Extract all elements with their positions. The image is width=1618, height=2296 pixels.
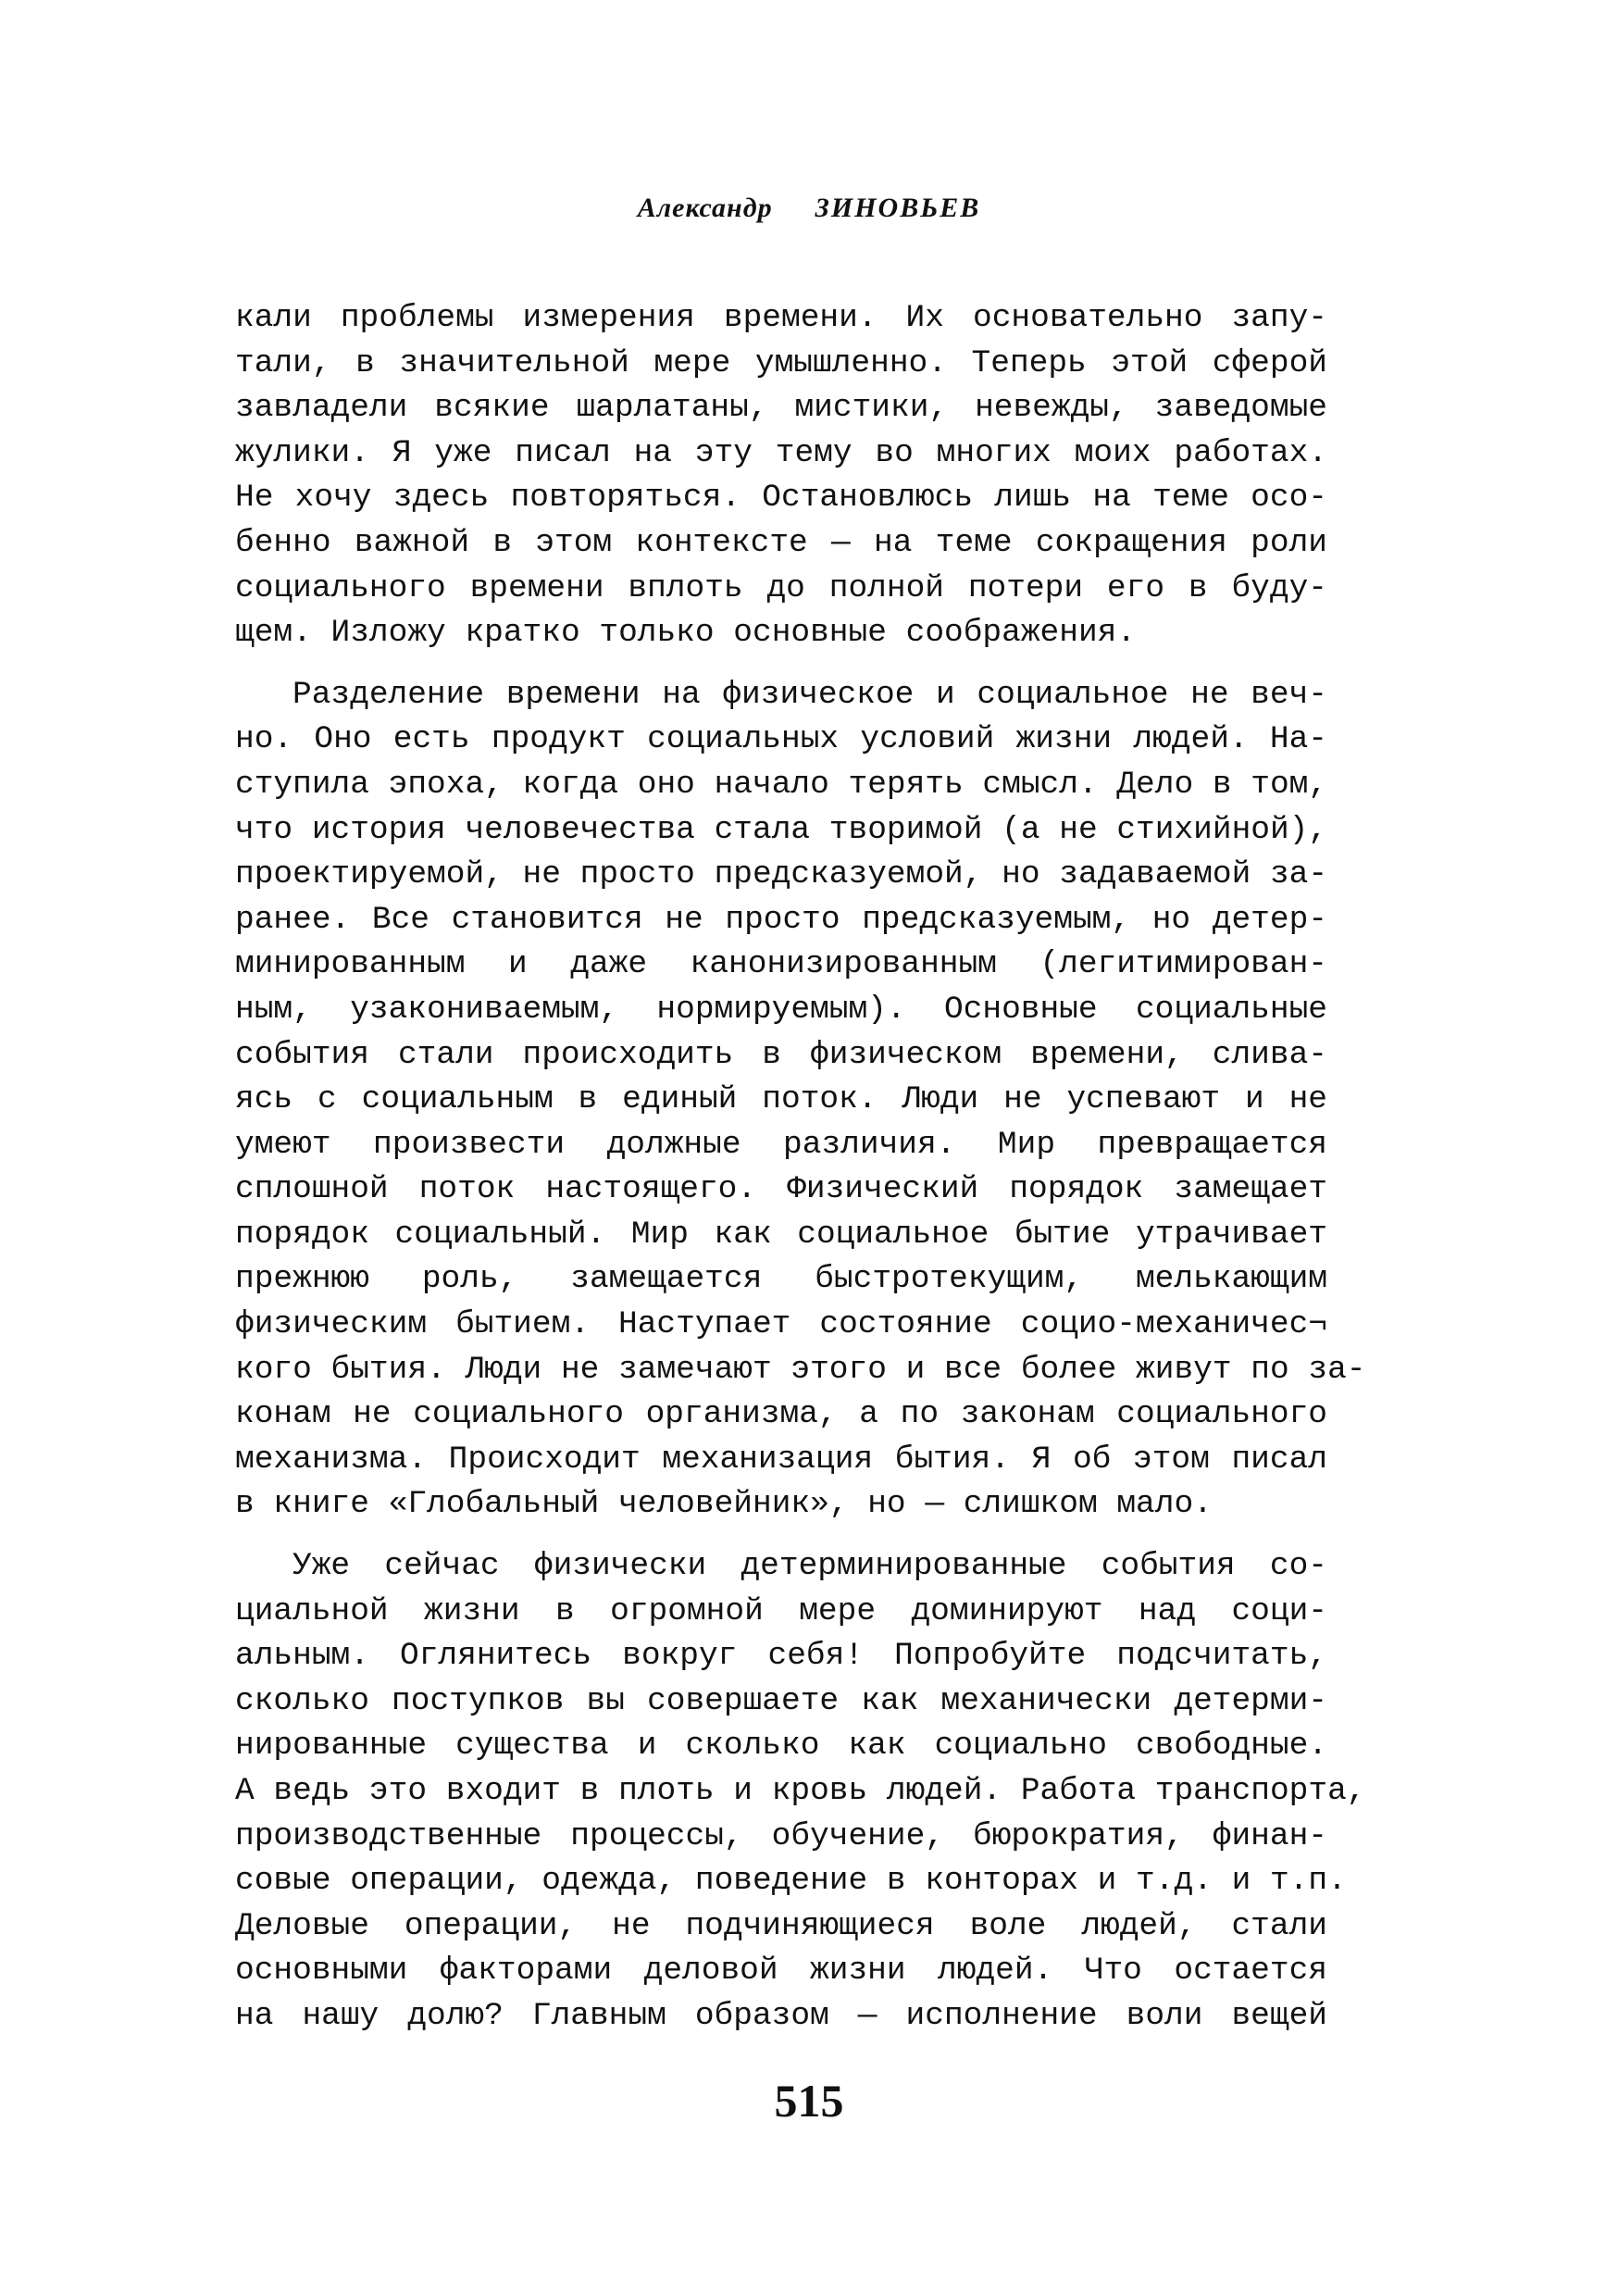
text-line: ранее. Все становится не просто предсказуемым, но детер- [235,901,1327,938]
text-line: производственные процессы, обучение, бюрократия, финан- [235,1817,1327,1854]
text-line: в книге «Глобальный человейник», но — слишком мало. [235,1486,1213,1523]
text-line: минированным и даже канонизированным (легитимирован- [235,946,1327,983]
text-line: щем. Изложу кратко только основные соображения. [235,615,1137,652]
text-line: что история человечества стала творимой (а не стихийной), [235,811,1328,848]
paragraph-1 [235,296,1327,656]
text-line: механизма. Происходит механизация бытия. Я об этом писал [235,1441,1327,1478]
text-line: кого бытия. Люди не замечают этого и все более живут по за- [235,1351,1366,1388]
text-line: завладели всякие шарлатаны, мистики, невежды, заведомые [235,390,1327,427]
text-line: альным. Оглянитесь вокруг себя! Попробуйте подсчитать, [235,1638,1327,1675]
text-line: А ведь это входит в плоть и кровь людей. Работа транспорта, [235,1773,1366,1809]
text-line: умеют произвести должные различия. Мир превращается [235,1126,1327,1163]
text-line: основными факторами деловой жизни людей. Что остается [235,1953,1327,1990]
text-line: порядок социальный. Мир как социальное бытие утрачивает [235,1216,1327,1253]
text-line: Уже сейчас физически детерминированные события со- [292,1548,1327,1585]
paragraph-2 [235,673,1366,1528]
text-line: сколько поступков вы совершаете как механически детерми- [235,1682,1327,1719]
text-line: физическим бытием. Наступает состояние социо-механичес¬ [235,1306,1327,1343]
text-line: тали, в значительной мере умышленно. Теперь этой сферой [235,344,1327,381]
text-line: проектируемой, не просто предсказуемой, но задаваемой за- [235,856,1328,893]
text-line: бенно важной в этом контексте — на теме сокращения роли [235,524,1327,561]
body-text [235,296,1366,2040]
text-line: социального времени вплоть до полной потери его в буду- [235,569,1327,606]
text-line: на нашу долю? Главным образом — исполнение воли вещей [235,1997,1327,2034]
text-line: ступила эпоха, когда оно начало терять смысл. Дело в том, [235,766,1328,803]
text-line: Не хочу здесь повторяться. Остановлюсь лишь на теме осо- [235,480,1327,517]
page-number: 515 [774,2075,844,2127]
text-line: прежнюю роль, замещается быстротекущим, мелькающим [235,1261,1327,1298]
text-line: ным, узакониваемым, нормируемым). Основные социальные [235,991,1327,1028]
text-line: сплошной поток настоящего. Физический порядок замещает [235,1171,1327,1208]
author-last-name: ЗИНОВЬЕВ [815,193,981,223]
text-line: циальной жизни в огромной мере доминируют над соци- [235,1592,1327,1629]
author-first-name: Александр [637,193,773,223]
text-line: события стали происходить в физическом времени, слива- [235,1036,1327,1073]
text-line: Деловые операции, не подчиняющиеся воле людей, стали [235,1907,1327,1944]
paragraph-3 [235,1544,1366,2040]
text-line: конам не социального организма, а по законам социального [235,1396,1327,1433]
text-line: ясь с социальным в единый поток. Люди не успевают и не [235,1081,1327,1118]
text-line: совые операции, одежда, поведение в конторах и т.д. и т.п. [235,1863,1347,1900]
text-line: но. Оно есть продукт социальных условий жизни людей. На- [235,721,1327,758]
text-line: нированные существа и сколько как социально свободные. [235,1728,1327,1765]
text-line: жулики. Я уже писал на эту тему во многих моих работах. [235,434,1327,471]
text-line: Разделение времени на физическое и социальное не веч- [292,676,1327,713]
running-head [0,193,1618,224]
text-line: кали проблемы измерения времени. Их основательно запу- [235,300,1327,336]
